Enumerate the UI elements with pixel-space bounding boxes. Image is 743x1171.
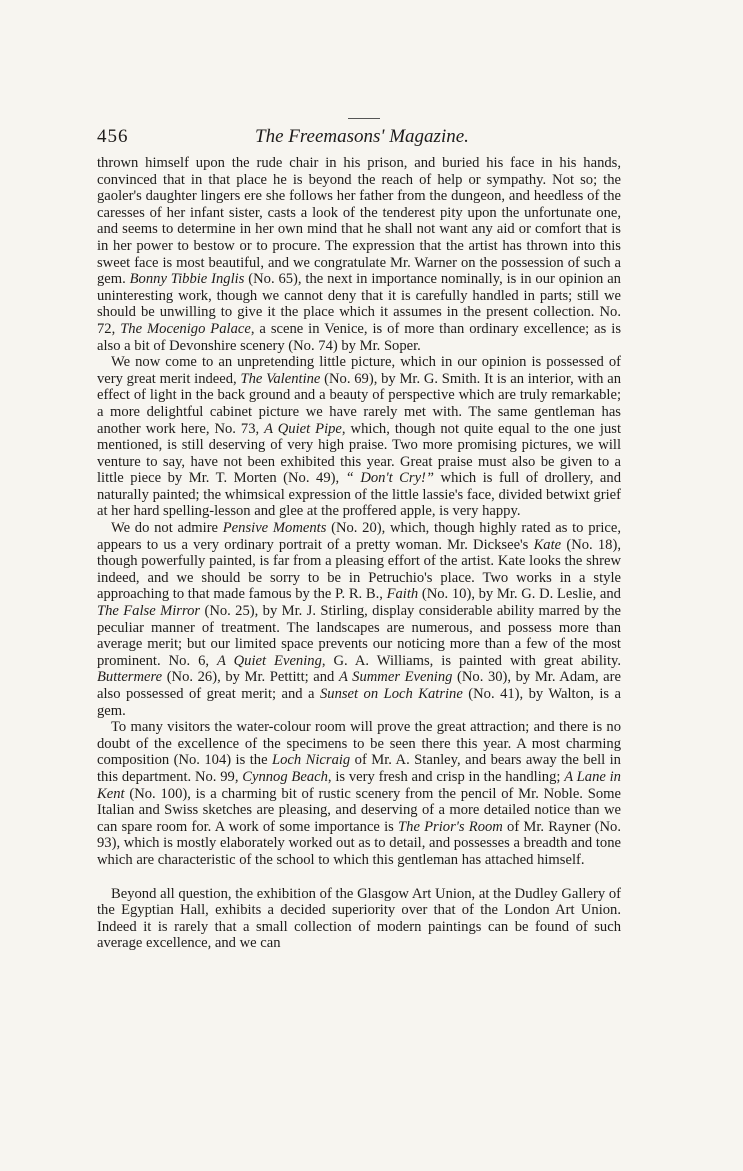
text-run: which is full of drollery, and naturally painted; the whimsical expression of the little lassie's face, divided betwixt grief at her hard spelling-lesson and glee at the proffered apple, is very happy. xyxy=(97,470,621,520)
text-run: (No. 18), though powerfully painted, is far from a pleasing effort of the artist. Kate looks the shrew indeed, and we should be sorry to be in Petruchio's place. Two works in a style approaching to that made famous by the P. R. B., xyxy=(97,536,621,603)
artwork-title: “ Don't Cry!” xyxy=(345,470,435,487)
paragraph-warner-picture xyxy=(97,155,621,354)
text-run: (No. 41), by Walton, is a gem. xyxy=(97,686,621,719)
paragraph-pensive-moments xyxy=(97,520,621,719)
text-run: (No. 10), by Mr. G. D. Leslie, and xyxy=(418,586,621,603)
paragraph-water-colour-room xyxy=(97,719,621,868)
artwork-title: Loch Nicraig xyxy=(272,752,351,769)
text-run: (No. 65), the next in importance nominally, is in our opinion an uninteresting work, though we cannot deny that it is carefully handled in parts; still we should be unwilling to give it the place which it assumes in the present collection. No. 72, xyxy=(97,271,621,337)
text-run: thrown himself upon the rude chair in his prison, and buried his face in his hands, convinced that in that place he is beyond the reach of help or sympathy. Not so; the gaoler's daughter lingers ere she follows her father from the dungeon, and heedless of the caresses of her infant sister, casts a look of the tenderest pity upon the unfortunate one, and seems to determine in her own mind that he shall not want any aid or comfort that is in her power to bestow or to procure. The expression that the artist has thrown into this sweet face is most beautiful, and we congratulate Mr. Warner on the possession of such a gem. xyxy=(97,155,621,288)
artwork-title: A Quiet Pipe xyxy=(264,420,342,437)
text-run: Beyond all question, the exhibition of the Glasgow Art Union, at the Dudley Gallery of the Egyptian Hall, exhibits a decided superiority over that of the London Art Union. Indeed it is rarely that a small collection of modern paintings can be found of such average excellence, and we can xyxy=(97,885,621,952)
text-run: , is very fresh and crisp in the handling; xyxy=(327,768,565,785)
text-run: To many visitors the water-colour room will prove the great attraction; and there is no doubt of the excellence of the specimens to be seen there this year. A most charming composition (No. 104) is the xyxy=(97,719,621,769)
artwork-title: Buttermere xyxy=(97,669,163,686)
artwork-title: Pensive Moments xyxy=(222,520,327,537)
text-run: We do not admire xyxy=(111,520,223,537)
article-body xyxy=(97,155,621,952)
artwork-title: Kate xyxy=(533,536,562,553)
paragraph-glasgow-art-union xyxy=(97,886,621,952)
page-number: 456 xyxy=(97,126,129,147)
text-run: We now come to an unpretending little picture, which in our opinion is possessed of very great merit indeed, xyxy=(97,354,621,387)
artwork-title: A Quiet Evening xyxy=(217,652,322,669)
text-run: , G. A. Williams, is painted with great ability. xyxy=(321,652,622,669)
text-run: (No. 25), by Mr. J. Stirling, display considerable ability marred by the peculiar manner of treatment. The landscapes are numerous, and possess more than average merit; but our limited space prevents our noticing more than a few of the most prominent. No. 6, xyxy=(97,603,621,669)
artwork-title: The Mocenigo Palace xyxy=(120,320,251,337)
text-run: of Mr. Rayner (No. 93), which is mostly elaborately worked out as to detail, and possesses a breadth and tone which are characteristic of the school to which this gentleman has attached himself. xyxy=(97,818,621,868)
text-run: (No. 30), by Mr. Adam, are also possessed of great merit; and a xyxy=(97,669,621,702)
text-run: (No. 69), by Mr. G. Smith. It is an interior, with an effect of light in the back ground and a beauty of perspective which are truly remarkable; a more delightful cabinet picture we have rarely met with. The same gentleman has another work here, No. 73, xyxy=(97,370,621,437)
artwork-title: Cynnog Beach xyxy=(242,768,328,785)
text-run: (No. 26), by Mr. Pettitt; and xyxy=(162,669,339,686)
text-run: (No. 20), which, though highly rated as to price, appears to us a very ordinary portrait of a pretty woman. Mr. Dicksee's xyxy=(97,520,622,553)
artwork-title: A Summer Evening xyxy=(338,669,453,686)
text-run: , which, though not quite equal to the one just mentioned, is still deserving of very high praise. Two more promising pictures, we will venture to say, have not been exhibited this year. Great praise must also be given to a little piece by Mr. T. Morten (No. 49), xyxy=(97,420,621,487)
text-run: , a scene in Venice, is of more than ordinary excellence; as is also a bit of Devonshire scenery (No. 74) by Mr. Soper. xyxy=(97,320,622,354)
artwork-title: Sunset on Loch Katrine xyxy=(319,686,463,702)
artwork-title: Bonny Tibbie Inglis xyxy=(129,271,245,288)
text-run: (No. 100), is a charming bit of rustic scenery from the pencil of Mr. Noble. Some Italian and Swiss sketches are pleasing, and deserving of a more detailed notice than we can spare room for. A work of some importance is xyxy=(97,785,621,835)
text-run: of Mr. A. Stanley, and bears away the bell in this department. No. 99, xyxy=(97,752,621,785)
artwork-title: The Valentine xyxy=(240,370,321,387)
artwork-title: The False Mirror xyxy=(97,603,201,620)
paragraph-valentine xyxy=(97,354,621,520)
header-rule xyxy=(348,118,380,119)
artwork-title: A Lane in Kent xyxy=(97,768,621,802)
artwork-title: Faith xyxy=(386,586,419,603)
running-title: The Freemasons' Magazine. xyxy=(255,126,469,147)
artwork-title: The Prior's Room xyxy=(398,818,503,835)
